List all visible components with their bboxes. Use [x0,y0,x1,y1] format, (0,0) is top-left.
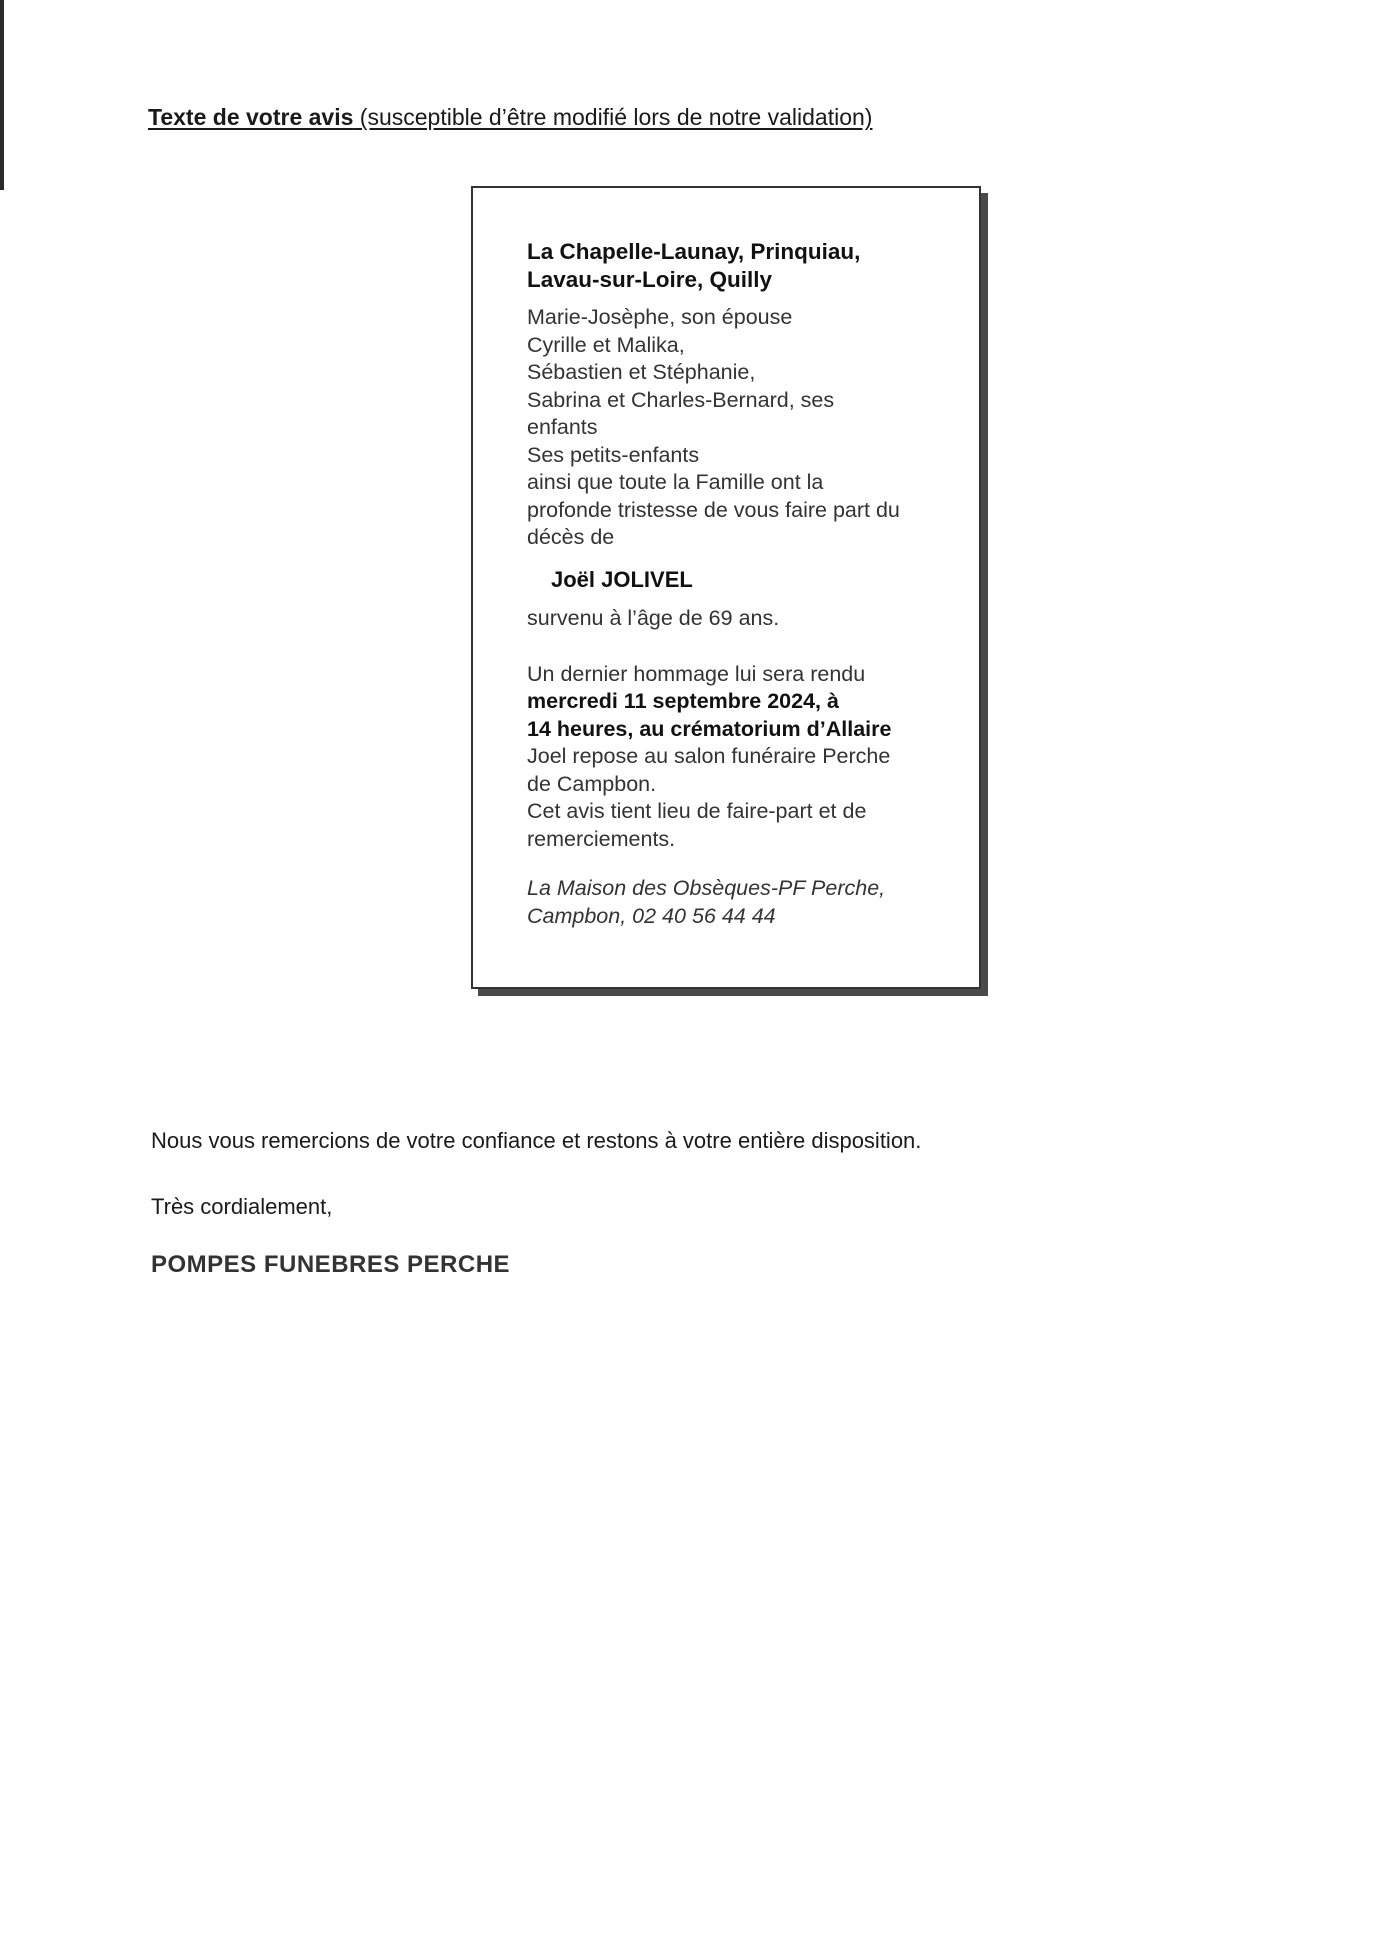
scan-edge [0,0,4,190]
notice-family [527,304,947,552]
tribute-date-line: mercredi 11 septembre 2024, à [527,689,839,713]
rest-line: Joel repose au salon funéraire Perche [527,744,891,768]
tribute-intro: Un dernier hommage lui sera rendu [527,661,866,686]
notice-location [527,238,947,294]
age-text: survenu à l’âge de 69 ans. [527,606,780,630]
closing-text: Très cordialement, [151,1194,333,1219]
funeral-home-line: Campbon, 02 40 56 44 44 [527,903,776,928]
heading-note: (susceptible d’être modifié lors de notre validation) [353,104,873,130]
family-line: enfants [527,415,598,439]
family-line: Cyrille et Malika, [527,332,685,357]
obituary-notice-text [527,238,947,930]
thanks-text: Nous vous remercions de votre confiance et restons à votre entière disposition. [151,1128,922,1153]
family-line: décès de [527,525,615,549]
deceased-name: Joël JOLIVEL [551,566,693,592]
location-line: Lavau-sur-Loire, Quilly [527,267,773,292]
tribute-date-line: 14 heures, au crématorium d’Allaire [527,716,892,741]
funeral-home [527,875,947,930]
page-heading [148,104,872,131]
family-line: Sébastien et Stéphanie, [527,360,756,384]
family-line: Ses petits-enfants [527,442,700,467]
rest-line: de Campbon. [527,771,657,796]
family-line: profonde tristesse de vous faire part du [527,497,900,522]
family-line: Sabrina et Charles-Bernard, ses [527,387,835,412]
notice-tribute [527,661,947,854]
location-line: La Chapelle-Launay, Prinquiau, [527,239,861,264]
rest-line: Cet avis tient lieu de faire-part et de [527,799,867,823]
funeral-home-line: La Maison des Obsèques-PF Perche, [527,876,886,900]
obituary-notice-box [471,186,981,989]
signature: POMPES FUNEBRES PERCHE [151,1251,511,1278]
rest-line: remerciements. [527,826,676,851]
heading-title: Texte de votre avis [148,104,354,130]
family-line: Marie-Josèphe, son épouse [527,305,793,329]
family-line: ainsi que toute la Famille ont la [527,470,824,494]
